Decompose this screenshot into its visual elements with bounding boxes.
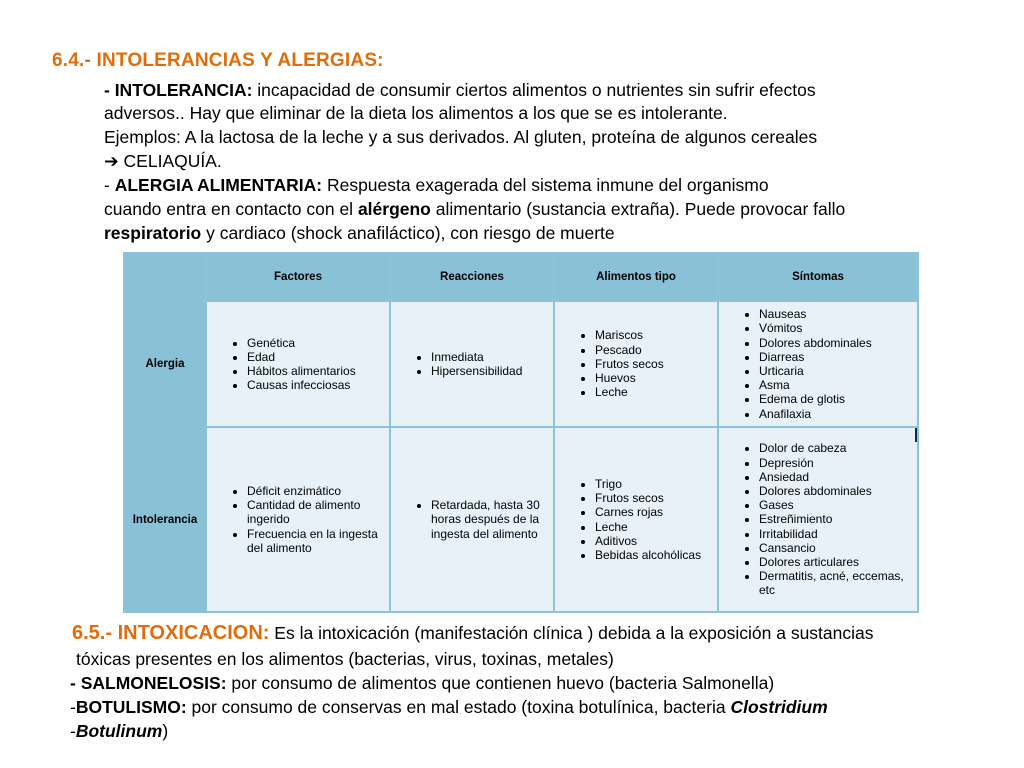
botulismo-line: -BOTULISMO: por consumo de conservas en mal estado (toxina botulínica, bacteria Clostridium — [70, 697, 828, 717]
header-reacciones: Reacciones — [390, 253, 554, 301]
celiaquia-line: ➔ CELIAQUÍA. — [104, 151, 222, 171]
list-item: • Ansiedad — [759, 470, 917, 484]
botulinum-line: -Botulinum) — [70, 721, 169, 741]
cell-sintomas — [718, 301, 918, 427]
table-row — [124, 301, 918, 427]
list-item: • Retardada, hasta 30 horas después de la ingesta del alimento — [431, 498, 553, 541]
list-item: • Dolores articulares — [759, 555, 917, 569]
list-item: • Hipersensibilidad — [431, 364, 553, 378]
cell-sintomas — [718, 427, 918, 612]
header-factores: Factores — [206, 253, 390, 301]
list-item: • Asma — [759, 378, 917, 392]
salmonelosis-label: - SALMONELOSIS: — [70, 673, 227, 693]
row-label-alergia: Alergia — [124, 301, 206, 427]
list-item: • Gases — [759, 498, 917, 512]
list-item: • Anafilaxia — [759, 407, 917, 421]
list-item: • Dermatitis, acné, eccemas, etc — [759, 569, 917, 597]
cell-factores — [206, 427, 390, 612]
list-item: • Edema de glotis — [759, 392, 917, 406]
list-item: • Nauseas — [759, 307, 917, 321]
alergia-label: ALERGIA ALIMENTARIA: — [114, 175, 323, 195]
list-item: • Frutos secos — [595, 357, 717, 371]
list-item: • Trigo — [595, 477, 717, 491]
list-item: • Leche — [595, 385, 717, 399]
list-item: • Déficit enzimático — [247, 484, 389, 498]
cell-reacciones — [390, 301, 554, 427]
comparison-table — [123, 252, 919, 613]
list-item: • Huevos — [595, 371, 717, 385]
intolerancia-line-2: adversos.. Hay que eliminar de la dieta los alimentos a los que se es intolerante. — [104, 103, 728, 123]
header-empty — [124, 253, 206, 301]
intolerancia-label: - INTOLERANCIA: — [104, 80, 253, 100]
list-item: • Genética — [247, 336, 389, 350]
cell-reacciones — [390, 427, 554, 612]
cell-factores — [206, 301, 390, 427]
list-item: • Estreñimiento — [759, 512, 917, 526]
arrow-right-icon: ➔ — [104, 151, 119, 171]
list-item: • Edad — [247, 350, 389, 364]
header-sintomas: Síntomas — [718, 253, 918, 301]
list-item: • Mariscos — [595, 328, 717, 342]
list-item: • Causas infecciosas — [247, 378, 389, 392]
list-item: • Depresión — [759, 456, 917, 470]
ejemplos-line: Ejemplos: A la lactosa de la leche y a sus derivados. Al gluten, proteína de algunos cereales — [104, 127, 818, 147]
list-item: • Dolores abdominales — [759, 484, 917, 498]
table-row — [124, 427, 918, 612]
list-item: • Diarreas — [759, 350, 917, 364]
list-item: • Carnes rojas — [595, 505, 717, 519]
cell-alimentos — [554, 427, 718, 612]
salmonelosis-line: - SALMONELOSIS: por consumo de alimentos que contienen huevo (bacteria Salmonella) — [70, 673, 775, 693]
list-item: • Aditivos — [595, 534, 717, 548]
row-label-intolerancia: Intolerancia — [124, 427, 206, 612]
alergia-line-1: - ALERGIA ALIMENTARIA: Respuesta exagerada del sistema inmune del organismo — [104, 175, 769, 195]
list-item: • Vómitos — [759, 321, 917, 335]
list-item: • Cansancio — [759, 541, 917, 555]
list-item: • Bebidas alcohólicas — [595, 548, 717, 562]
section-title-6-5: 6.5.- INTOXICACION: — [72, 622, 270, 644]
cell-alimentos — [554, 301, 718, 427]
list-item: • Frecuencia en la ingesta del alimento — [247, 527, 389, 555]
alergia-line-3: respiratorio y cardiaco (shock anafiláctico), con riesgo de muerte — [104, 223, 615, 243]
list-item: • Pescado — [595, 343, 717, 357]
list-item: • Urticaria — [759, 364, 917, 378]
alergia-line-2: cuando entra en contacto con el alérgeno alimentario (sustancia extraña). Puede provocar fallo — [104, 199, 846, 219]
botulismo-label: BOTULISMO: — [75, 697, 187, 717]
list-item: • Frutos secos — [595, 491, 717, 505]
list-item: • Dolor de cabeza — [759, 441, 917, 455]
list-item: • Hábitos alimentarios — [247, 364, 389, 378]
header-alimentos: Alimentos tipo — [554, 253, 718, 301]
list-item: • Dolores abdominales — [759, 336, 917, 350]
table-edge-mark — [915, 428, 917, 442]
list-item: • Cantidad de alimento ingerido — [247, 498, 389, 526]
table-header-row — [124, 253, 918, 301]
intoxicacion-line-1: 6.5.- INTOXICACION: Es la intoxicación (manifestación clínica ) debida a la exposición a sustancias — [72, 622, 874, 644]
intolerancia-line-1: - INTOLERANCIA: incapacidad de consumir ciertos alimentos o nutrientes sin sufrir efectos — [104, 80, 816, 100]
section-title-6-4: 6.4.- INTOLERANCIAS Y ALERGIAS: — [52, 50, 384, 71]
list-item: • Irritabilidad — [759, 527, 917, 541]
list-item: • Leche — [595, 520, 717, 534]
list-item: • Inmediata — [431, 350, 553, 364]
intoxicacion-line-2: tóxicas presentes en los alimentos (bacterias, virus, toxinas, metales) — [76, 649, 614, 669]
